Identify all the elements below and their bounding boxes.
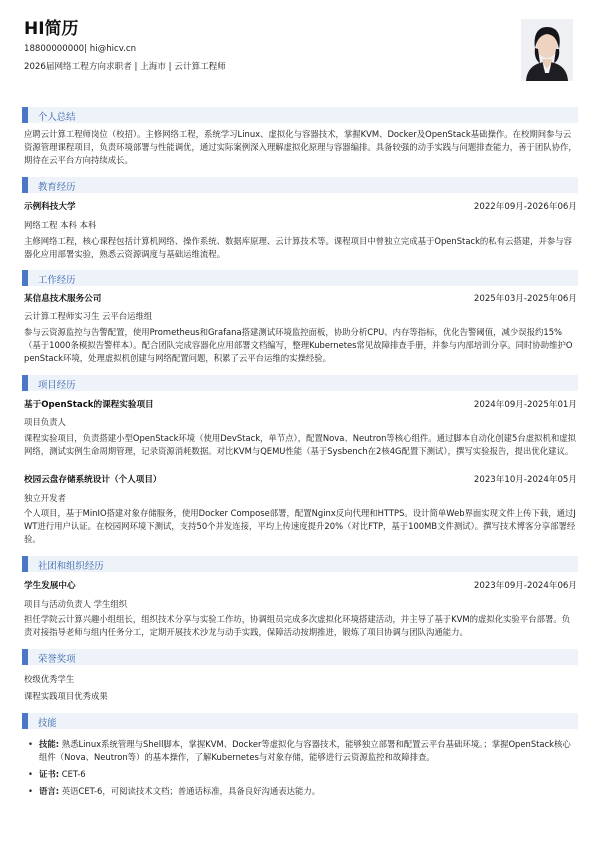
contact-line: 18800000000| hi@hicv.cn [24,44,137,54]
section-marker [22,556,28,572]
education-dates: 2022年09月-2026年06月 [473,202,577,212]
project-description: 课程实验项目，负责搭建小型OpenStack环境（使用DevStack，单节点），配置Nova、Neutron等核心组件。通过脚本自动化创建5台虚拟机和虚拟网络，测试实例生命周期管理，记录资源消耗数据。对比KVM与QEMU性能（基于Sysbench在2核4G配置下测试），撰写实验报告，提出优化建议。 [24,433,576,456]
skill-key: 证书: [39,769,60,779]
award-item: 校级优秀学生 [24,674,75,684]
project-role: 项目负责人 [24,417,66,427]
section-education [22,177,578,193]
bullet-dot: • [28,739,33,749]
activity-description: 担任学院云计算兴趣小组组长，组织技术分享与实验工作坊，协调组员完成多次虚拟化环境搭建活动，并主导了基于KVM的虚拟化实验平台部署。负责对接指导老师与组内任务分工，定期开展技术沙龙与动手实践，保障活动按期推进，锻炼了项目协调与团队沟通能力。 [24,614,571,637]
project-dates: 2024年09月-2025年01月 [473,400,577,410]
section-activities [22,556,578,572]
section-title: 工作经历 [38,275,76,286]
activity-dates: 2023年09月-2024年06月 [473,581,577,591]
skill-text: 熟悉Linux系统管理与Shell脚本，掌握KVM、Docker等虚拟化与容器技术，能够独立部署和配置云平台基础环境。；掌握OpenStack核心组件（Nova、Neutron等）的基本操作，了解Kubernetes与对象存储，能够进行云资源监控和故障排查。 [39,739,571,762]
skill-item [28,768,577,781]
section-marker [22,270,28,286]
section-summary [22,107,578,123]
section-title: 个人总结 [38,112,76,123]
project-description: 个人项目，基于MinIO搭建对象存储服务，使用Docker Compose部署，配置Nginx反向代理和HTTPS。设计简单Web界面实现文件上传下载，通过JWT进行用户认证。在校园网环境下测试，支持50个并发连接，平均上传速度提升20%（对比FTP，基于100MB文件测试）。撰写技术博客分享部署经验。 [24,508,576,544]
organization-name: 学生发展中心 [24,581,76,591]
section-title: 教育经历 [38,182,76,193]
education-major: 网络工程 本科 本科 [24,220,97,230]
summary-text: 应聘云计算工程师岗位（校招）。主修网络工程，系统学习Linux、虚拟化与容器技术，掌握KVM、Docker及OpenStack基础操作。在校期间参与云资源管理课程项目，负责环境部署与性能调优，通过实际案例深入理解虚拟化原理与容器编排。具备较强的动手实践与问题排查能力，善于团队协作，期待在云平台方向持续成长。 [24,129,577,165]
section-title: 荣誉奖项 [38,654,76,665]
skill-text: 英语CET-6，可阅读技术文档；普通话标准，具备良好沟通表达能力。 [59,786,321,796]
job-intent-line: 2026届网络工程方向求职者 | 上海市 | 云计算工程师 [24,62,226,72]
profile-photo [521,19,573,81]
award-item: 课程实践项目优秀成果 [24,691,108,701]
section-title: 项目经历 [38,380,76,391]
section-marker [22,107,28,123]
section-title: 技能 [38,718,57,729]
project-name: 基于OpenStack的课程实验项目 [24,400,154,410]
section-awards [22,649,578,665]
work-role: 云计算工程师实习生 云平台运维组 [24,311,153,321]
section-marker [22,375,28,391]
work-description: 参与云资源监控与告警配置，使用Prometheus和Grafana搭建测试环境监控面板，协助分析CPU、内存等指标，优化告警阈值，减少误报约15%（基于1000条模拟告警样本）。配合团队完成容器化应用部署文档编写，整理Kubernetes常见故障排查手册，并参与内部培训分享。同时协助维护OpenStack环境，处理虚拟机创建与网络配置问题，积累了云平台运维的实操经验。 [24,327,573,363]
section-projects [22,375,578,391]
project-dates: 2023年10月-2024年05月 [473,475,577,485]
company-name: 某信息技术服务公司 [24,294,102,304]
section-skills [22,713,578,729]
bullet-dot: • [28,786,33,796]
skill-key: 语言: [39,786,60,796]
section-marker [22,713,28,729]
skill-text: CET-6 [59,769,86,779]
section-marker [22,649,28,665]
education-description: 主修网络工程，核心课程包括计算机网络、操作系统、数据库原理、云计算技术等。课程项目中曾独立完成基于OpenStack的私有云搭建，并参与容器化应用部署实验，熟悉云资源调度与基础运维流程。 [24,236,573,259]
section-marker [22,177,28,193]
skill-item [28,785,577,798]
work-dates: 2025年03月-2025年06月 [473,294,577,304]
skill-key: 技能: [39,739,60,749]
school-name: 示例科技大学 [24,202,76,212]
resume-title: HI简历 [24,19,79,39]
section-work [22,270,578,286]
project-name: 校园云盘存储系统设计（个人项目） [24,475,162,485]
activity-role: 项目与活动负责人 学生组织 [24,599,128,609]
skill-item [28,738,577,764]
bullet-dot: • [28,769,33,779]
section-title: 社团和组织经历 [38,561,104,572]
project-role: 独立开发者 [24,493,66,503]
